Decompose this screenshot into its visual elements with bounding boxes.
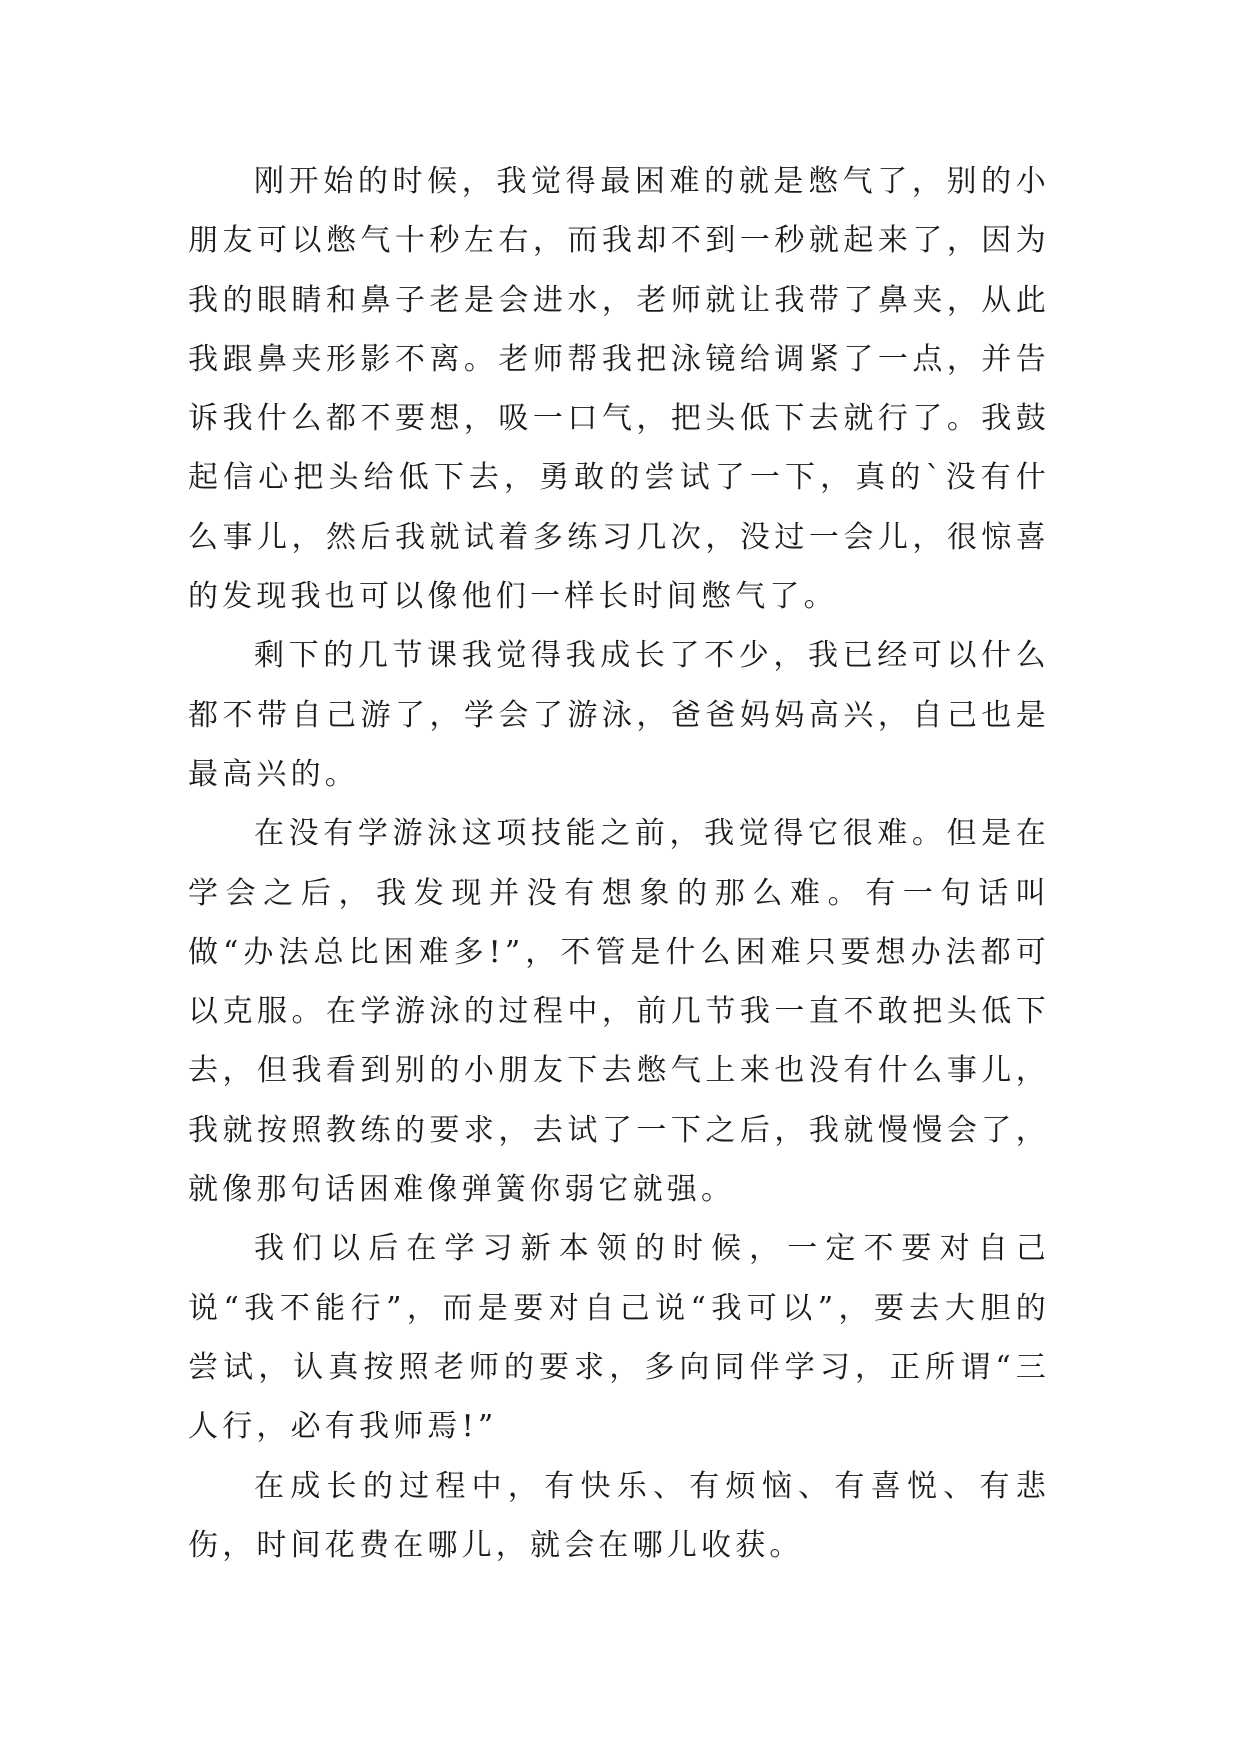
paragraph-3: 在没有学游泳这项技能之前，我觉得它很难。但是在学会之后，我发现并没有想象的那么难。有一句话叫做“办法总比困难多!”，不管是什么困难只要想办法都可以克服。在学游泳的过程中，前几节我一直不敢把头低下去，但我看到别的小朋友下去憋气上来也没有什么事儿，我就按照教练的要求，去试了一下之后，我就慢慢会了，就像那句话困难像弹簧你弱它就强。 — [188, 816, 1050, 1208]
document-body — [188, 152, 1050, 1575]
paragraph-5: 在成长的过程中，有快乐、有烦恼、有喜悦、有悲伤，时间花费在哪儿，就会在哪儿收获。 — [188, 1468, 1050, 1563]
paragraph-4: 我们以后在学习新本领的时候，一定不要对自己说“我不能行”，而是要对自己说“我可以”，要去大胆的尝试，认真按照老师的要求，多向同伴学习，正所谓“三人行，必有我师焉!” — [188, 1231, 1050, 1445]
paragraph-1: 刚开始的时候，我觉得最困难的就是憋气了，别的小朋友可以憋气十秒左右，而我却不到一秒就起来了，因为我的眼睛和鼻子老是会进水，老师就让我带了鼻夹，从此我跟鼻夹形影不离。老师帮我把泳镜给调紧了一点，并告诉我什么都不要想，吸一口气，把头低下去就行了。我鼓起信心把头给低下去，勇敢的尝试了一下，真的`没有什么事儿，然后我就试着多练习几次，没过一会儿，很惊喜的发现我也可以像他们一样长时间憋气了。 — [188, 164, 1050, 615]
paragraph-2: 剩下的几节课我觉得我成长了不少，我已经可以什么都不带自己游了，学会了游泳，爸爸妈妈高兴，自己也是最高兴的。 — [188, 638, 1050, 792]
